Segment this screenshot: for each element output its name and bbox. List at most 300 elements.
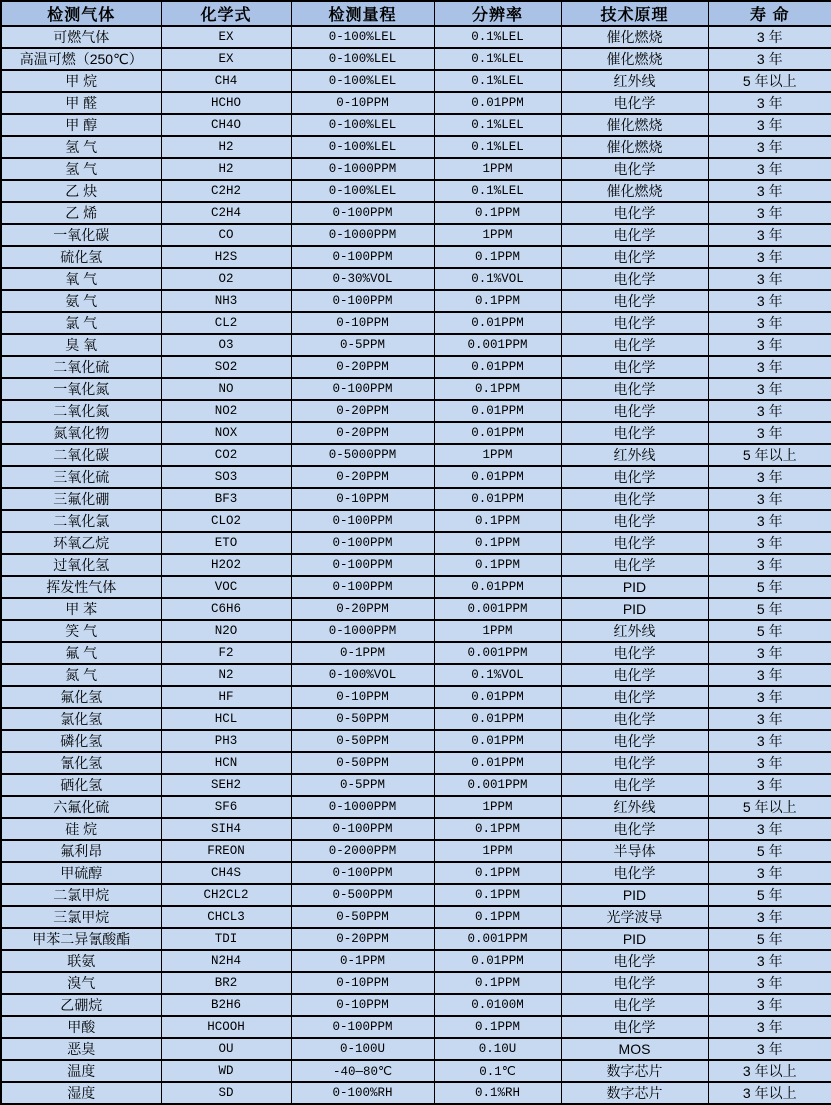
cell-detection-range: 0-100%RH bbox=[291, 1082, 434, 1104]
cell-resolution: 0.01PPM bbox=[434, 950, 561, 972]
cell-technology: 电化学 bbox=[561, 1016, 708, 1038]
cell-chemical-formula: FREON bbox=[161, 840, 291, 862]
cell-lifespan: 5 年 bbox=[708, 576, 831, 598]
cell-resolution: 0.001PPM bbox=[434, 928, 561, 950]
cell-lifespan: 3 年 bbox=[708, 1038, 831, 1060]
cell-technology: MOS bbox=[561, 1038, 708, 1060]
column-header-range: 检测量程 bbox=[291, 1, 434, 26]
cell-lifespan: 3 年 bbox=[708, 48, 831, 70]
cell-detection-range: 0-10PPM bbox=[291, 686, 434, 708]
cell-resolution: 0.01PPM bbox=[434, 488, 561, 510]
cell-chemical-formula: CH4S bbox=[161, 862, 291, 884]
cell-lifespan: 3 年 bbox=[708, 312, 831, 334]
cell-detection-range: 0-10PPM bbox=[291, 994, 434, 1016]
cell-resolution: 0.1%LEL bbox=[434, 180, 561, 202]
cell-technology: 电化学 bbox=[561, 730, 708, 752]
cell-technology: 电化学 bbox=[561, 312, 708, 334]
cell-gas-name: 氰化氢 bbox=[1, 752, 161, 774]
table-row bbox=[1, 26, 831, 48]
table-row bbox=[1, 950, 831, 972]
table-row bbox=[1, 906, 831, 928]
cell-detection-range: 0-1PPM bbox=[291, 950, 434, 972]
cell-detection-range: 0-20PPM bbox=[291, 598, 434, 620]
cell-detection-range: 0-50PPM bbox=[291, 730, 434, 752]
table-row bbox=[1, 796, 831, 818]
cell-chemical-formula: HCOOH bbox=[161, 1016, 291, 1038]
table-row bbox=[1, 158, 831, 180]
table-row bbox=[1, 356, 831, 378]
cell-lifespan: 3 年 bbox=[708, 972, 831, 994]
cell-chemical-formula: H2 bbox=[161, 136, 291, 158]
cell-gas-name: 联氨 bbox=[1, 950, 161, 972]
cell-detection-range: 0-100PPM bbox=[291, 554, 434, 576]
table-row bbox=[1, 708, 831, 730]
cell-gas-name: 三氯甲烷 bbox=[1, 906, 161, 928]
cell-resolution: 0.1℃ bbox=[434, 1060, 561, 1082]
cell-technology: PID bbox=[561, 928, 708, 950]
cell-detection-range: 0-100%LEL bbox=[291, 180, 434, 202]
cell-lifespan: 3 年 bbox=[708, 532, 831, 554]
cell-detection-range: 0-10PPM bbox=[291, 312, 434, 334]
table-row bbox=[1, 466, 831, 488]
cell-chemical-formula: C2H4 bbox=[161, 202, 291, 224]
cell-resolution: 0.1%LEL bbox=[434, 70, 561, 92]
cell-resolution: 0.1PPM bbox=[434, 246, 561, 268]
cell-lifespan: 3 年 bbox=[708, 994, 831, 1016]
cell-gas-name: 二氧化氮 bbox=[1, 400, 161, 422]
cell-chemical-formula: EX bbox=[161, 26, 291, 48]
cell-lifespan: 3 年 bbox=[708, 466, 831, 488]
cell-resolution: 0.1%LEL bbox=[434, 114, 561, 136]
cell-resolution: 1PPM bbox=[434, 158, 561, 180]
cell-technology: 电化学 bbox=[561, 224, 708, 246]
cell-resolution: 0.01PPM bbox=[434, 400, 561, 422]
cell-chemical-formula: CH4O bbox=[161, 114, 291, 136]
cell-technology: 电化学 bbox=[561, 972, 708, 994]
cell-detection-range: 0-100PPM bbox=[291, 378, 434, 400]
cell-chemical-formula: O2 bbox=[161, 268, 291, 290]
cell-detection-range: 0-50PPM bbox=[291, 906, 434, 928]
table-row bbox=[1, 180, 831, 202]
cell-lifespan: 3 年 bbox=[708, 664, 831, 686]
cell-technology: 电化学 bbox=[561, 290, 708, 312]
cell-gas-name: 甲苯二异氰酸酯 bbox=[1, 928, 161, 950]
cell-lifespan: 3 年 bbox=[708, 642, 831, 664]
cell-detection-range: 0-10PPM bbox=[291, 92, 434, 114]
cell-resolution: 0.001PPM bbox=[434, 334, 561, 356]
cell-chemical-formula: CO bbox=[161, 224, 291, 246]
cell-lifespan: 3 年 bbox=[708, 422, 831, 444]
cell-resolution: 0.01PPM bbox=[434, 708, 561, 730]
cell-detection-range: 0-50PPM bbox=[291, 752, 434, 774]
cell-lifespan: 3 年 bbox=[708, 356, 831, 378]
cell-technology: 催化燃烧 bbox=[561, 48, 708, 70]
cell-detection-range: 0-1000PPM bbox=[291, 158, 434, 180]
cell-detection-range: 0-100PPM bbox=[291, 1016, 434, 1038]
cell-gas-name: 氢 气 bbox=[1, 158, 161, 180]
cell-technology: 电化学 bbox=[561, 510, 708, 532]
cell-lifespan: 3 年 bbox=[708, 246, 831, 268]
cell-gas-name: 乙 炔 bbox=[1, 180, 161, 202]
cell-chemical-formula: SEH2 bbox=[161, 774, 291, 796]
cell-chemical-formula: SO2 bbox=[161, 356, 291, 378]
cell-technology: 数字芯片 bbox=[561, 1082, 708, 1104]
cell-gas-name: 甲 烷 bbox=[1, 70, 161, 92]
cell-lifespan: 3 年 bbox=[708, 290, 831, 312]
cell-resolution: 0.01PPM bbox=[434, 730, 561, 752]
cell-resolution: 0.001PPM bbox=[434, 774, 561, 796]
cell-gas-name: 硫化氢 bbox=[1, 246, 161, 268]
cell-chemical-formula: C6H6 bbox=[161, 598, 291, 620]
cell-resolution: 0.01PPM bbox=[434, 422, 561, 444]
table-row bbox=[1, 818, 831, 840]
cell-detection-range: 0-20PPM bbox=[291, 928, 434, 950]
cell-resolution: 0.001PPM bbox=[434, 598, 561, 620]
cell-resolution: 0.001PPM bbox=[434, 642, 561, 664]
cell-technology: 电化学 bbox=[561, 158, 708, 180]
cell-detection-range: 0-5000PPM bbox=[291, 444, 434, 466]
cell-lifespan: 3 年 bbox=[708, 400, 831, 422]
cell-resolution: 1PPM bbox=[434, 796, 561, 818]
cell-lifespan: 5 年 bbox=[708, 928, 831, 950]
cell-lifespan: 3 年 bbox=[708, 818, 831, 840]
cell-gas-name: 三氟化硼 bbox=[1, 488, 161, 510]
table-row bbox=[1, 422, 831, 444]
cell-chemical-formula: EX bbox=[161, 48, 291, 70]
table-row bbox=[1, 884, 831, 906]
cell-chemical-formula: VOC bbox=[161, 576, 291, 598]
cell-gas-name: 环氧乙烷 bbox=[1, 532, 161, 554]
cell-lifespan: 3 年 bbox=[708, 752, 831, 774]
table-row bbox=[1, 598, 831, 620]
cell-gas-name: 甲 醛 bbox=[1, 92, 161, 114]
cell-detection-range: 0-10PPM bbox=[291, 488, 434, 510]
cell-chemical-formula: CH4 bbox=[161, 70, 291, 92]
cell-detection-range: 0-5PPM bbox=[291, 334, 434, 356]
cell-gas-name: 氟利昂 bbox=[1, 840, 161, 862]
cell-gas-name: 三氧化硫 bbox=[1, 466, 161, 488]
cell-chemical-formula: H2 bbox=[161, 158, 291, 180]
table-row bbox=[1, 532, 831, 554]
table-row bbox=[1, 774, 831, 796]
table-row bbox=[1, 202, 831, 224]
cell-gas-name: 笑 气 bbox=[1, 620, 161, 642]
cell-detection-range: 0-100PPM bbox=[291, 532, 434, 554]
cell-detection-range: 0-20PPM bbox=[291, 466, 434, 488]
cell-technology: 电化学 bbox=[561, 488, 708, 510]
table-row bbox=[1, 246, 831, 268]
cell-chemical-formula: HF bbox=[161, 686, 291, 708]
cell-detection-range: 0-100%VOL bbox=[291, 664, 434, 686]
table-row bbox=[1, 510, 831, 532]
cell-gas-name: 二氧化氯 bbox=[1, 510, 161, 532]
cell-lifespan: 5 年 bbox=[708, 598, 831, 620]
cell-technology: 电化学 bbox=[561, 774, 708, 796]
cell-technology: 半导体 bbox=[561, 840, 708, 862]
cell-gas-name: 一氧化碳 bbox=[1, 224, 161, 246]
cell-technology: 电化学 bbox=[561, 356, 708, 378]
cell-technology: 电化学 bbox=[561, 664, 708, 686]
table-row bbox=[1, 840, 831, 862]
cell-lifespan: 3 年 bbox=[708, 202, 831, 224]
cell-chemical-formula: BF3 bbox=[161, 488, 291, 510]
cell-gas-name: 氟 气 bbox=[1, 642, 161, 664]
cell-detection-range: 0-20PPM bbox=[291, 356, 434, 378]
cell-detection-range: 0-100PPM bbox=[291, 202, 434, 224]
table-body bbox=[1, 26, 831, 1104]
cell-detection-range: 0-5PPM bbox=[291, 774, 434, 796]
cell-lifespan: 5 年 bbox=[708, 840, 831, 862]
cell-technology: 电化学 bbox=[561, 708, 708, 730]
table-row bbox=[1, 928, 831, 950]
cell-chemical-formula: TDI bbox=[161, 928, 291, 950]
cell-technology: 电化学 bbox=[561, 532, 708, 554]
table-row bbox=[1, 268, 831, 290]
table-row bbox=[1, 488, 831, 510]
cell-gas-name: 乙 烯 bbox=[1, 202, 161, 224]
cell-detection-range: 0-100%LEL bbox=[291, 136, 434, 158]
cell-gas-name: 二氧化碳 bbox=[1, 444, 161, 466]
cell-resolution: 0.01PPM bbox=[434, 356, 561, 378]
cell-technology: 电化学 bbox=[561, 686, 708, 708]
cell-lifespan: 3 年 bbox=[708, 114, 831, 136]
cell-resolution: 0.01PPM bbox=[434, 686, 561, 708]
cell-resolution: 0.1%LEL bbox=[434, 136, 561, 158]
table-row bbox=[1, 378, 831, 400]
cell-chemical-formula: O3 bbox=[161, 334, 291, 356]
cell-chemical-formula: CLO2 bbox=[161, 510, 291, 532]
cell-gas-name: 甲硫醇 bbox=[1, 862, 161, 884]
cell-detection-range: 0-100PPM bbox=[291, 290, 434, 312]
cell-resolution: 0.1PPM bbox=[434, 818, 561, 840]
cell-chemical-formula: CL2 bbox=[161, 312, 291, 334]
table-row bbox=[1, 1060, 831, 1082]
cell-gas-name: 磷化氢 bbox=[1, 730, 161, 752]
cell-gas-name: 可燃气体 bbox=[1, 26, 161, 48]
cell-lifespan: 3 年 bbox=[708, 906, 831, 928]
cell-chemical-formula: H2S bbox=[161, 246, 291, 268]
cell-lifespan: 3 年 bbox=[708, 950, 831, 972]
table-row bbox=[1, 136, 831, 158]
cell-chemical-formula: HCHO bbox=[161, 92, 291, 114]
cell-resolution: 0.1PPM bbox=[434, 884, 561, 906]
table-row bbox=[1, 554, 831, 576]
table-row bbox=[1, 312, 831, 334]
cell-resolution: 0.01PPM bbox=[434, 576, 561, 598]
cell-chemical-formula: WD bbox=[161, 1060, 291, 1082]
cell-resolution: 0.1PPM bbox=[434, 532, 561, 554]
cell-resolution: 0.1PPM bbox=[434, 554, 561, 576]
cell-resolution: 0.1%LEL bbox=[434, 48, 561, 70]
cell-resolution: 0.1PPM bbox=[434, 510, 561, 532]
table-row bbox=[1, 114, 831, 136]
cell-chemical-formula: SF6 bbox=[161, 796, 291, 818]
cell-chemical-formula: PH3 bbox=[161, 730, 291, 752]
cell-resolution: 0.1PPM bbox=[434, 378, 561, 400]
cell-lifespan: 3 年 bbox=[708, 488, 831, 510]
cell-chemical-formula: SO3 bbox=[161, 466, 291, 488]
table-row bbox=[1, 92, 831, 114]
table-row bbox=[1, 1016, 831, 1038]
cell-lifespan: 3 年 bbox=[708, 686, 831, 708]
cell-lifespan: 5 年以上 bbox=[708, 796, 831, 818]
cell-detection-range: 0-30%VOL bbox=[291, 268, 434, 290]
cell-resolution: 0.1%VOL bbox=[434, 664, 561, 686]
cell-gas-name: 甲酸 bbox=[1, 1016, 161, 1038]
table-row bbox=[1, 48, 831, 70]
cell-chemical-formula: H2O2 bbox=[161, 554, 291, 576]
cell-resolution: 0.1PPM bbox=[434, 1016, 561, 1038]
table-row bbox=[1, 224, 831, 246]
cell-chemical-formula: NOX bbox=[161, 422, 291, 444]
cell-detection-range: 0-2000PPM bbox=[291, 840, 434, 862]
cell-gas-name: 一氧化氮 bbox=[1, 378, 161, 400]
cell-gas-name: 氢 气 bbox=[1, 136, 161, 158]
table-row bbox=[1, 730, 831, 752]
cell-technology: 电化学 bbox=[561, 554, 708, 576]
table-row bbox=[1, 290, 831, 312]
cell-detection-range: 0-1PPM bbox=[291, 642, 434, 664]
column-header-technology: 技术原理 bbox=[561, 1, 708, 26]
cell-chemical-formula: SIH4 bbox=[161, 818, 291, 840]
cell-gas-name: 氟化氢 bbox=[1, 686, 161, 708]
cell-resolution: 0.10U bbox=[434, 1038, 561, 1060]
cell-resolution: 0.01PPM bbox=[434, 466, 561, 488]
cell-chemical-formula: NH3 bbox=[161, 290, 291, 312]
table-row bbox=[1, 1038, 831, 1060]
cell-lifespan: 5 年以上 bbox=[708, 70, 831, 92]
table-row bbox=[1, 400, 831, 422]
cell-technology: 电化学 bbox=[561, 246, 708, 268]
cell-lifespan: 3 年 bbox=[708, 158, 831, 180]
cell-technology: 电化学 bbox=[561, 818, 708, 840]
cell-detection-range: 0-1000PPM bbox=[291, 620, 434, 642]
cell-lifespan: 3 年以上 bbox=[708, 1060, 831, 1082]
cell-resolution: 0.1PPM bbox=[434, 972, 561, 994]
cell-technology: 电化学 bbox=[561, 642, 708, 664]
table-row bbox=[1, 70, 831, 92]
cell-detection-range: 0-100PPM bbox=[291, 818, 434, 840]
cell-technology: 催化燃烧 bbox=[561, 114, 708, 136]
cell-gas-name: 氧 气 bbox=[1, 268, 161, 290]
cell-detection-range: 0-100PPM bbox=[291, 510, 434, 532]
table-row bbox=[1, 994, 831, 1016]
cell-gas-name: 过氧化氢 bbox=[1, 554, 161, 576]
cell-technology: 电化学 bbox=[561, 202, 708, 224]
cell-technology: 电化学 bbox=[561, 378, 708, 400]
cell-resolution: 0.0100M bbox=[434, 994, 561, 1016]
column-header-gas: 检测气体 bbox=[1, 1, 161, 26]
cell-gas-name: 乙硼烷 bbox=[1, 994, 161, 1016]
cell-resolution: 1PPM bbox=[434, 840, 561, 862]
cell-detection-range: 0-100%LEL bbox=[291, 114, 434, 136]
cell-technology: 电化学 bbox=[561, 334, 708, 356]
cell-resolution: 0.1PPM bbox=[434, 202, 561, 224]
cell-detection-range: 0-20PPM bbox=[291, 422, 434, 444]
table-row bbox=[1, 334, 831, 356]
cell-lifespan: 3 年 bbox=[708, 774, 831, 796]
cell-resolution: 0.1%LEL bbox=[434, 26, 561, 48]
cell-lifespan: 5 年 bbox=[708, 884, 831, 906]
cell-detection-range: 0-100%LEL bbox=[291, 48, 434, 70]
cell-gas-name: 硒化氢 bbox=[1, 774, 161, 796]
cell-resolution: 0.01PPM bbox=[434, 312, 561, 334]
cell-chemical-formula: CH2CL2 bbox=[161, 884, 291, 906]
cell-detection-range: 0-100PPM bbox=[291, 862, 434, 884]
cell-chemical-formula: HCN bbox=[161, 752, 291, 774]
cell-resolution: 1PPM bbox=[434, 444, 561, 466]
table-row bbox=[1, 620, 831, 642]
cell-chemical-formula: OU bbox=[161, 1038, 291, 1060]
cell-chemical-formula: BR2 bbox=[161, 972, 291, 994]
cell-lifespan: 3 年 bbox=[708, 136, 831, 158]
cell-lifespan: 3 年 bbox=[708, 554, 831, 576]
cell-lifespan: 5 年 bbox=[708, 620, 831, 642]
column-header-resolution: 分辨率 bbox=[434, 1, 561, 26]
cell-chemical-formula: CO2 bbox=[161, 444, 291, 466]
cell-detection-range: 0-20PPM bbox=[291, 400, 434, 422]
cell-resolution: 1PPM bbox=[434, 224, 561, 246]
cell-detection-range: 0-1000PPM bbox=[291, 796, 434, 818]
cell-resolution: 0.1%VOL bbox=[434, 268, 561, 290]
cell-lifespan: 3 年 bbox=[708, 334, 831, 356]
cell-detection-range: 0-100PPM bbox=[291, 576, 434, 598]
cell-technology: 数字芯片 bbox=[561, 1060, 708, 1082]
cell-chemical-formula: HCL bbox=[161, 708, 291, 730]
cell-technology: 电化学 bbox=[561, 422, 708, 444]
cell-lifespan: 5 年以上 bbox=[708, 444, 831, 466]
table-row bbox=[1, 642, 831, 664]
table-row bbox=[1, 972, 831, 994]
cell-technology: 催化燃烧 bbox=[561, 26, 708, 48]
cell-technology: PID bbox=[561, 576, 708, 598]
cell-technology: PID bbox=[561, 598, 708, 620]
cell-chemical-formula: NO bbox=[161, 378, 291, 400]
cell-gas-name: 湿度 bbox=[1, 1082, 161, 1104]
cell-technology: 红外线 bbox=[561, 444, 708, 466]
table-row bbox=[1, 752, 831, 774]
cell-gas-name: 恶臭 bbox=[1, 1038, 161, 1060]
cell-lifespan: 3 年 bbox=[708, 510, 831, 532]
cell-lifespan: 3 年 bbox=[708, 1016, 831, 1038]
cell-lifespan: 3 年 bbox=[708, 92, 831, 114]
cell-lifespan: 3 年 bbox=[708, 378, 831, 400]
cell-detection-range: 0-500PPM bbox=[291, 884, 434, 906]
cell-technology: 电化学 bbox=[561, 400, 708, 422]
table-row bbox=[1, 444, 831, 466]
table-row bbox=[1, 664, 831, 686]
table-row bbox=[1, 686, 831, 708]
cell-lifespan: 3 年 bbox=[708, 180, 831, 202]
table-row bbox=[1, 576, 831, 598]
cell-gas-name: 硅 烷 bbox=[1, 818, 161, 840]
cell-lifespan: 3 年 bbox=[708, 26, 831, 48]
cell-detection-range: 0-10PPM bbox=[291, 972, 434, 994]
cell-lifespan: 3 年 bbox=[708, 708, 831, 730]
cell-lifespan: 3 年 bbox=[708, 730, 831, 752]
cell-resolution: 0.1PPM bbox=[434, 862, 561, 884]
cell-technology: 电化学 bbox=[561, 950, 708, 972]
cell-gas-name: 六氟化硫 bbox=[1, 796, 161, 818]
column-header-formula: 化学式 bbox=[161, 1, 291, 26]
cell-detection-range: 0-50PPM bbox=[291, 708, 434, 730]
cell-gas-name: 氯化氢 bbox=[1, 708, 161, 730]
cell-resolution: 0.1PPM bbox=[434, 906, 561, 928]
cell-gas-name: 二氯甲烷 bbox=[1, 884, 161, 906]
cell-gas-name: 高温可燃（250℃） bbox=[1, 48, 161, 70]
cell-technology: 红外线 bbox=[561, 796, 708, 818]
cell-technology: 电化学 bbox=[561, 268, 708, 290]
